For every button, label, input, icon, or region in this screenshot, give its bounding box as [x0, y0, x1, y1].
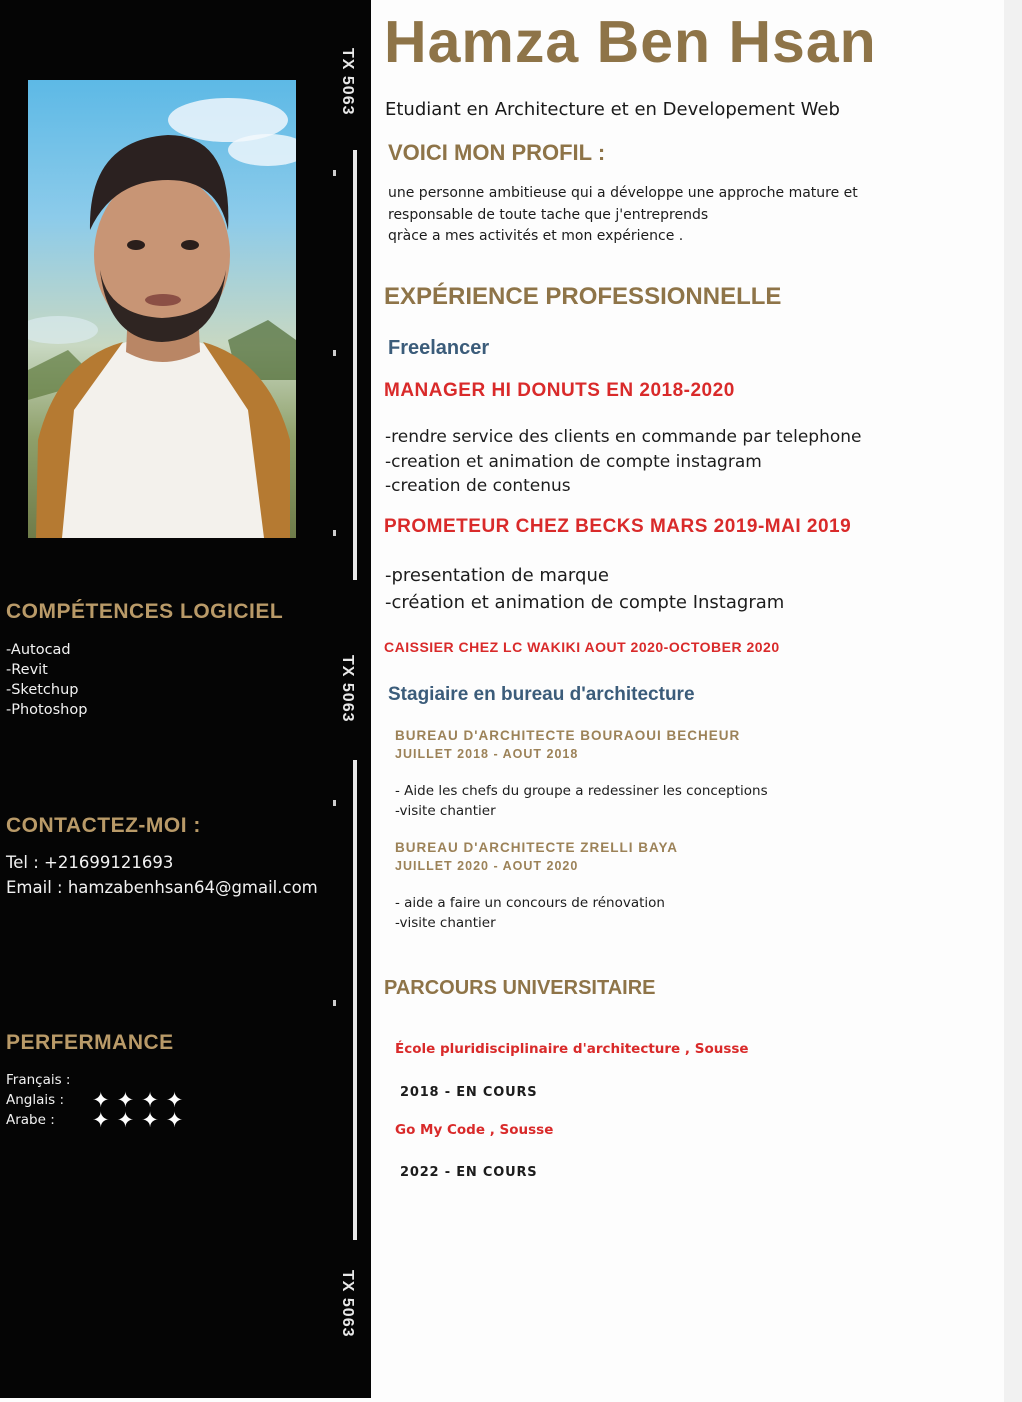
task-item: -creation de contenus	[385, 476, 571, 496]
film-edge-line	[353, 760, 357, 1240]
language-row	[6, 1070, 190, 1090]
task-item: - aide a faire un concours de rénovation	[395, 895, 665, 911]
job-title: CAISSIER CHEZ LC WAKIKI AOUT 2020-OCTOBER 2020	[384, 639, 780, 655]
language-list	[6, 1070, 190, 1130]
language-name: Anglais :	[6, 1092, 65, 1108]
film-label-middle: TX 5063	[339, 655, 356, 723]
task-item: -rendre service des clients en commande par telephone	[385, 427, 862, 447]
film-label-bottom: TX 5063	[339, 1270, 356, 1338]
contact-phone[interactable]: Tel : +21699121693	[6, 853, 174, 872]
film-mark	[333, 800, 336, 806]
education-dates: 2018 - EN COURS	[400, 1085, 538, 1100]
film-mark	[333, 350, 336, 356]
film-mark	[333, 530, 336, 536]
job-title: MANAGER HI DONUTS EN 2018-2020	[384, 380, 735, 401]
contact-email[interactable]: Email : hamzabenhsan64@gmail.com	[6, 878, 318, 897]
person-name: Hamza Ben Hsan	[384, 9, 877, 75]
skill-item: -Revit	[6, 662, 48, 678]
education-dates: 2022 - EN COURS	[400, 1165, 538, 1180]
job-title: PROMETEUR CHEZ BECKS MARS 2019-MAI 2019	[384, 516, 852, 537]
job-tasks	[385, 425, 861, 499]
skills-list	[6, 640, 87, 720]
film-mark	[333, 170, 336, 176]
profile-photo	[28, 80, 296, 538]
task-item: -creation et animation de compte instagram	[385, 451, 762, 472]
profile-line: une personne ambitieuse qui a développe une approche mature et	[388, 185, 858, 201]
sidebar	[0, 0, 371, 1398]
profile-line: responsable de toute tache que j'entreprends	[388, 206, 709, 223]
film-label-top: TX 5063	[339, 48, 356, 116]
page-edge	[1004, 0, 1022, 1402]
skill-item: -Photoshop	[6, 702, 88, 718]
education-school: École pluridisciplinaire d'architecture , Sousse	[395, 1041, 749, 1057]
language-stars: ✦✦✦✦	[92, 1108, 191, 1132]
film-edge-line	[353, 150, 357, 580]
skill-item: -Autocad	[6, 642, 71, 658]
task-item: - Aide les chefs du groupe a redessiner les conceptions	[395, 783, 768, 799]
contact-title: CONTACTEZ-MOI :	[6, 814, 201, 837]
job-tasks	[385, 562, 784, 616]
profile-title: VOICI MON PROFIL :	[388, 140, 606, 165]
experience-title: EXPÉRIENCE PROFESSIONNELLE	[384, 283, 782, 310]
internship-title: Stagiaire en bureau d'architecture	[388, 684, 695, 705]
performance-title: PERFERMANCE	[6, 1031, 174, 1054]
office-dates: JUILLET 2018 - AOUT 2018	[395, 747, 579, 761]
task-item: -création et animation de compte Instagram	[385, 592, 785, 613]
language-stars: ✦✦✦✦	[92, 1088, 191, 1112]
office-dates: JUILLET 2020 - AOUT 2020	[395, 859, 579, 873]
language-row	[6, 1090, 190, 1110]
office-name: BUREAU D'ARCHITECTE ZRELLI BAYA	[395, 840, 678, 855]
language-name: Arabe :	[6, 1112, 55, 1128]
skill-item: -Sketchup	[6, 682, 79, 698]
office-name: BUREAU D'ARCHITECTE BOURAOUI BECHEUR	[395, 728, 741, 743]
film-mark	[333, 1000, 336, 1006]
education-school: Go My Code , Sousse	[395, 1122, 554, 1138]
task-item: -visite chantier	[395, 803, 496, 819]
person-subtitle: Etudiant en Architecture et en Developement Web	[385, 99, 840, 120]
office-tasks	[395, 781, 768, 821]
profile-line: qràce a mes activités et mon expérience .	[388, 228, 684, 244]
contact-info	[6, 850, 318, 900]
education-title: PARCOURS UNIVERSITAIRE	[384, 977, 656, 999]
language-row	[6, 1110, 190, 1130]
task-item: -visite chantier	[395, 915, 496, 931]
language-name: Français :	[6, 1072, 71, 1088]
task-item: -presentation de marque	[385, 565, 609, 586]
freelancer-title: Freelancer	[388, 337, 490, 359]
skills-title: COMPÉTENCES LOGICIEL	[6, 600, 284, 623]
office-tasks	[395, 893, 665, 933]
profile-text	[388, 183, 858, 248]
